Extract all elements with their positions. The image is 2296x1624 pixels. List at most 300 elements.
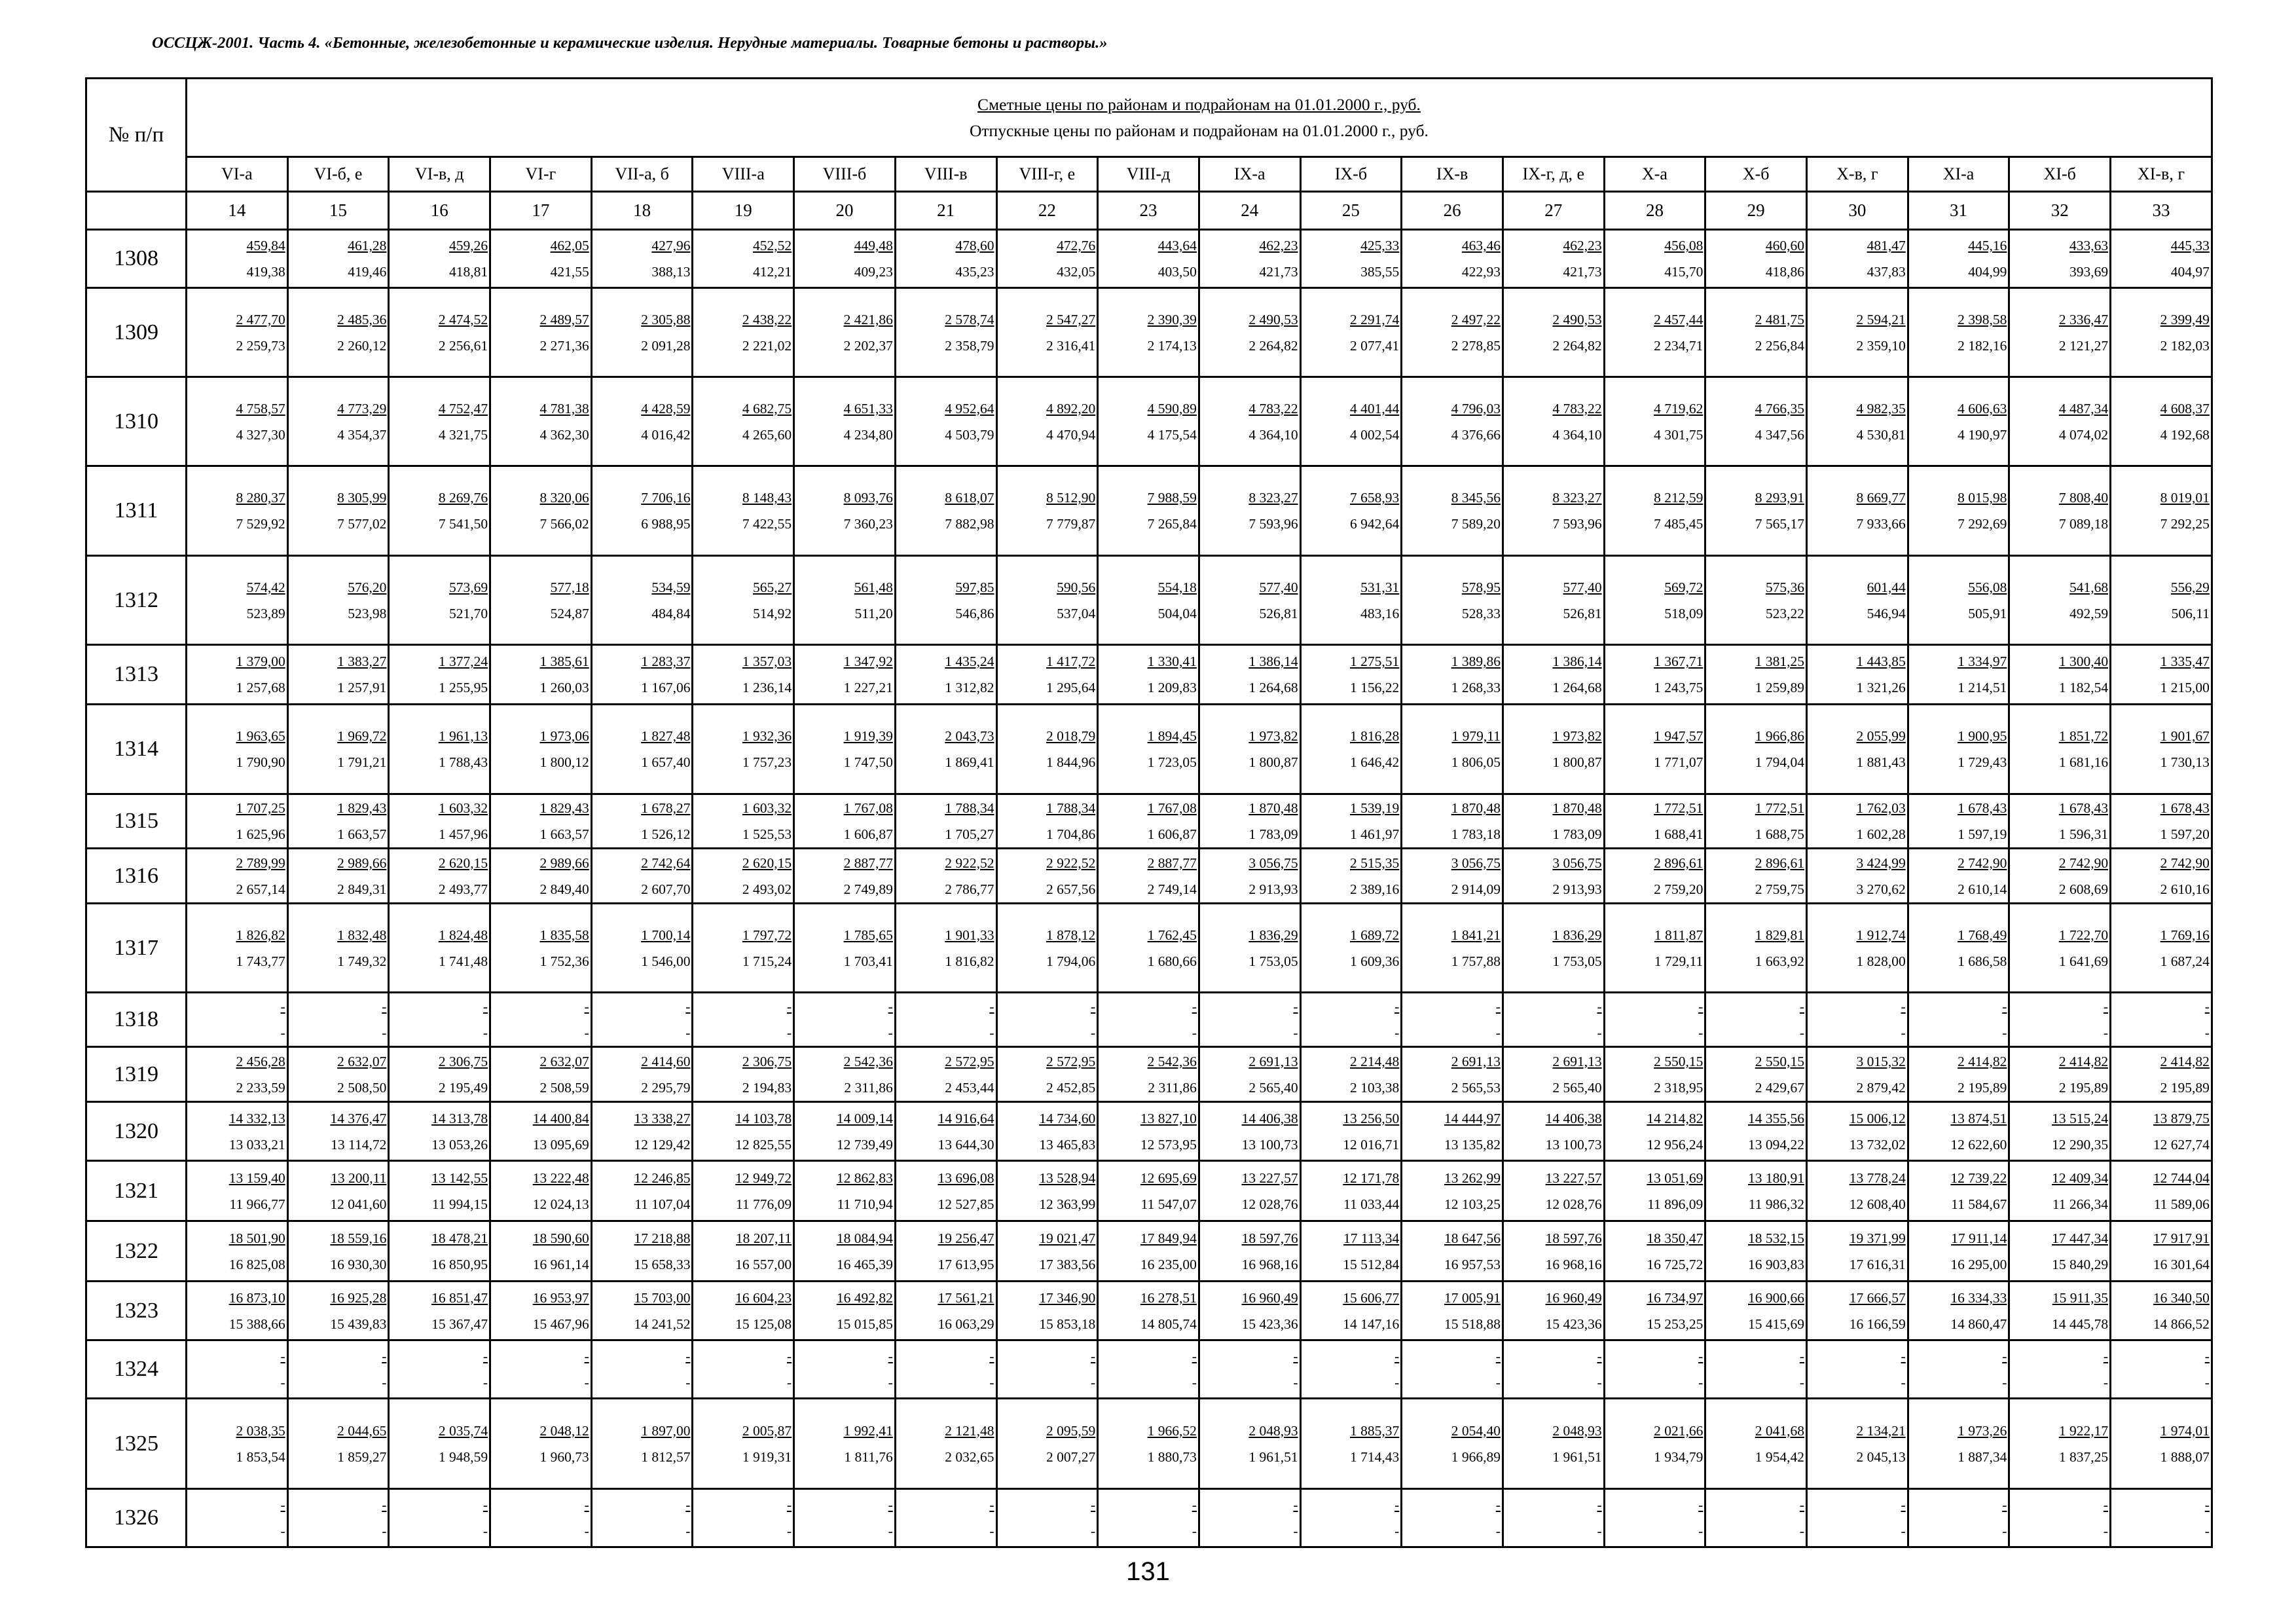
price-cell — [187, 1399, 288, 1489]
estimate-price: 1 922,17 — [2058, 1422, 2109, 1439]
price-cell — [1098, 1340, 1199, 1399]
price-cell — [1503, 230, 1604, 288]
price-cell — [1705, 1102, 1807, 1161]
release-price: 12 290,35 — [2052, 1136, 2109, 1153]
estimate-price: 1 417,72 — [1046, 654, 1096, 669]
estimate-price: 577,40 — [1563, 579, 1602, 595]
estimate-price: 1 377,24 — [438, 654, 488, 669]
release-price: 12 608,40 — [1849, 1196, 1906, 1212]
estimate-price: 1 367,71 — [1654, 654, 1704, 669]
release-price: 1 703,41 — [843, 953, 893, 969]
estimate-price: 2 742,64 — [641, 855, 691, 871]
price-cell — [591, 1102, 693, 1161]
price-cell — [1604, 377, 1705, 466]
estimate-price: 2 691,13 — [1248, 1053, 1298, 1069]
price-cell — [1199, 705, 1300, 794]
release-price: 16 825,08 — [228, 1256, 285, 1272]
price-cell — [1908, 794, 2009, 849]
price-cell — [1705, 1047, 1807, 1102]
release-price: 11 710,94 — [837, 1196, 893, 1212]
estimate-price: 1 894,45 — [1147, 728, 1197, 744]
price-cell — [1098, 849, 1199, 904]
release-price: 1 757,23 — [742, 754, 792, 770]
release-price: 2 879,42 — [1856, 1079, 1906, 1096]
estimate-price: 2 691,13 — [1451, 1053, 1501, 1069]
price-cell — [794, 556, 896, 645]
price-cell — [1300, 849, 1402, 904]
estimate-price: 4 651,33 — [843, 400, 893, 416]
release-price: 1 753,05 — [1248, 953, 1298, 969]
price-cell — [1402, 1161, 1503, 1221]
release-price: - — [1091, 1025, 1096, 1041]
price-cell — [1402, 849, 1503, 904]
price-cell — [1908, 1340, 2009, 1399]
release-price: 2 849,40 — [539, 881, 589, 897]
column-number: 24 — [1199, 192, 1300, 230]
estimate-price: 1 435,24 — [945, 654, 994, 669]
estimate-price: 1 816,28 — [1350, 728, 1400, 744]
price-cell — [2111, 645, 2212, 705]
estimate-price: 1 275,51 — [1350, 654, 1400, 669]
price-cell — [1908, 993, 2009, 1047]
price-cell — [490, 849, 592, 904]
release-price: 1 749,32 — [337, 953, 387, 969]
release-price: 12 527,85 — [938, 1196, 994, 1212]
price-cell — [693, 993, 794, 1047]
table-row — [86, 1221, 2212, 1282]
estimate-price: 2 121,48 — [945, 1422, 994, 1439]
estimate-price: 13 051,69 — [1647, 1170, 1704, 1186]
release-price: 1 888,07 — [2160, 1449, 2210, 1465]
table-row — [86, 230, 2212, 288]
release-price: 16 968,16 — [1545, 1256, 1602, 1272]
release-price: 504,04 — [1157, 605, 1197, 621]
price-cell — [1098, 904, 1199, 993]
release-price: 421,73 — [1259, 264, 1298, 280]
price-cell — [591, 1047, 693, 1102]
estimate-price: - — [1394, 1497, 1400, 1513]
zone-header: X-б — [1705, 157, 1807, 192]
release-price: 1 934,79 — [1654, 1449, 1704, 1465]
price-cell — [1503, 1399, 1604, 1489]
release-price: - — [1698, 1375, 1704, 1390]
price-cell — [389, 556, 490, 645]
estimate-price: 2 497,22 — [1451, 311, 1501, 327]
price-cell — [490, 1161, 592, 1221]
release-price: - — [1394, 1375, 1400, 1390]
release-price: 1 243,75 — [1654, 680, 1704, 695]
estimate-price: 2 515,35 — [1350, 855, 1400, 871]
estimate-price: 565,27 — [753, 579, 792, 595]
estimate-price: 2 490,53 — [1248, 311, 1298, 327]
release-price: 2 493,02 — [742, 881, 792, 897]
estimate-price: 13 528,94 — [1039, 1170, 1096, 1186]
row-number: 1317 — [86, 904, 187, 993]
estimate-price: - — [483, 1497, 488, 1513]
release-price: 1 859,27 — [337, 1449, 387, 1465]
price-cell — [591, 230, 693, 288]
estimate-price: 2 887,77 — [843, 855, 893, 871]
price-cell — [1807, 1047, 1908, 1102]
estimate-price: 13 256,50 — [1343, 1110, 1400, 1126]
estimate-price: - — [483, 999, 488, 1014]
price-cell — [490, 1047, 592, 1102]
estimate-price: - — [1698, 999, 1704, 1014]
price-cell — [693, 1221, 794, 1282]
release-price: 13 053,26 — [431, 1136, 488, 1153]
price-cell — [895, 849, 996, 904]
row-number: 1322 — [86, 1221, 187, 1282]
release-price: 1 215,00 — [2160, 680, 2210, 695]
estimate-price: 1 992,41 — [843, 1422, 893, 1439]
release-price: 1 730,13 — [2160, 754, 2210, 770]
price-cell — [1402, 1047, 1503, 1102]
estimate-price: - — [2204, 1348, 2210, 1364]
release-price: - — [1293, 1025, 1298, 1041]
estimate-price: 8 019,01 — [2160, 490, 2210, 506]
release-price: 2 913,93 — [1552, 881, 1602, 897]
release-price: 15 658,33 — [634, 1256, 691, 1272]
price-cell — [1604, 849, 1705, 904]
estimate-price: 590,56 — [1057, 579, 1096, 595]
estimate-price: - — [1799, 999, 1804, 1014]
price-cell — [2009, 705, 2111, 794]
table-row — [86, 1399, 2212, 1489]
release-price: 4 470,94 — [1046, 426, 1096, 443]
price-cell — [490, 904, 592, 993]
estimate-price: 16 492,82 — [836, 1289, 893, 1306]
price-cell — [693, 377, 794, 466]
zone-header: VIII-г, е — [996, 157, 1098, 192]
price-cell — [1199, 645, 1300, 705]
release-price: 409,23 — [854, 264, 893, 280]
price-cell — [895, 288, 996, 377]
estimate-price: - — [382, 1497, 387, 1513]
price-cell — [794, 288, 896, 377]
estimate-price: 1 381,25 — [1755, 654, 1804, 669]
estimate-price: 1 912,74 — [1856, 927, 1906, 943]
release-price: 17 383,56 — [1039, 1256, 1096, 1272]
release-price: 2 786,77 — [945, 881, 994, 897]
release-price: 1 663,92 — [1755, 953, 1804, 969]
price-cell — [794, 1489, 896, 1547]
release-price: 523,98 — [348, 605, 387, 621]
release-price: 1 260,03 — [539, 680, 589, 695]
release-price: - — [1495, 1025, 1501, 1041]
estimate-price: - — [1091, 999, 1096, 1014]
release-price: 1 869,41 — [945, 754, 994, 770]
price-cell — [1604, 705, 1705, 794]
release-price: 7 292,69 — [1958, 516, 2007, 532]
release-price: 2 195,89 — [1958, 1079, 2007, 1096]
release-price: 2 452,85 — [1046, 1079, 1096, 1096]
estimate-price: 1 768,49 — [1958, 927, 2007, 943]
estimate-price: 449,48 — [854, 238, 893, 253]
price-cell — [1199, 1399, 1300, 1489]
estimate-price: 2 048,12 — [539, 1422, 589, 1439]
release-price: 12 956,24 — [1647, 1136, 1704, 1153]
table-title — [187, 79, 2212, 157]
zone-header-row — [86, 157, 2212, 192]
estimate-price: 1 678,43 — [2058, 800, 2109, 816]
estimate-price: 461,28 — [348, 238, 387, 253]
estimate-price: 1 762,45 — [1147, 927, 1197, 943]
release-price: 2 295,79 — [641, 1079, 691, 1096]
release-price: 4 074,02 — [2058, 426, 2109, 443]
release-price: 15 253,25 — [1647, 1316, 1704, 1332]
estimate-price: 4 796,03 — [1451, 400, 1501, 416]
release-price: 1 257,91 — [337, 680, 387, 695]
release-price: 2 607,70 — [641, 881, 691, 897]
estimate-price: 1 386,14 — [1248, 654, 1298, 669]
price-cell — [1705, 1221, 1807, 1282]
zone-header: VII-а, б — [591, 157, 693, 192]
estimate-price: 16 340,50 — [2153, 1289, 2210, 1306]
estimate-price: 16 925,28 — [330, 1289, 387, 1306]
estimate-price: 1 824,48 — [438, 927, 488, 943]
price-cell — [187, 288, 288, 377]
estimate-price: 2 485,36 — [337, 311, 387, 327]
price-cell — [1402, 230, 1503, 288]
release-price: 16 850,95 — [431, 1256, 488, 1272]
estimate-price: 1 603,32 — [438, 800, 488, 816]
release-price: 421,73 — [1563, 264, 1602, 280]
release-price: 6 988,95 — [641, 516, 691, 532]
price-cell — [1807, 904, 1908, 993]
price-cell — [2111, 794, 2212, 849]
estimate-price: 1 678,27 — [641, 800, 691, 816]
estimate-price: 1 785,65 — [843, 927, 893, 943]
estimate-price: 13 515,24 — [2052, 1110, 2109, 1126]
release-price: 1 812,57 — [641, 1449, 691, 1465]
price-cell — [996, 230, 1098, 288]
release-price: 1 641,69 — [2058, 953, 2109, 969]
row-number: 1319 — [86, 1047, 187, 1102]
release-price: 4 530,81 — [1856, 426, 1906, 443]
price-cell — [287, 849, 389, 904]
release-price: 12 028,76 — [1241, 1196, 1298, 1212]
estimate-price: 462,05 — [550, 238, 589, 253]
price-cell — [187, 466, 288, 556]
zone-header: VIII-д — [1098, 157, 1199, 192]
estimate-price: 1 829,43 — [337, 800, 387, 816]
release-price: - — [1698, 1523, 1704, 1539]
price-cell — [2009, 1047, 2111, 1102]
row-number: 1315 — [86, 794, 187, 849]
price-cell — [1908, 1221, 2009, 1282]
release-price: 2 389,16 — [1350, 881, 1400, 897]
price-cell — [794, 466, 896, 556]
estimate-price: 1 383,27 — [337, 654, 387, 669]
estimate-price: 2 390,39 — [1147, 311, 1197, 327]
release-price: 2 493,77 — [438, 881, 488, 897]
price-cell — [1705, 466, 1807, 556]
price-cell — [1402, 705, 1503, 794]
release-price: 1 771,07 — [1654, 754, 1704, 770]
estimate-price: 1 826,82 — [236, 927, 285, 943]
estimate-price: 7 988,59 — [1147, 490, 1197, 506]
price-cell — [1402, 1340, 1503, 1399]
release-price: - — [2002, 1025, 2007, 1041]
estimate-price: 4 752,47 — [438, 400, 488, 416]
estimate-price: 2 550,15 — [1755, 1053, 1804, 1069]
estimate-price: 1 973,82 — [1552, 728, 1602, 744]
estimate-price: 14 376,47 — [330, 1110, 387, 1126]
price-cell — [287, 1399, 389, 1489]
price-cell — [1402, 645, 1503, 705]
price-cell — [389, 1489, 490, 1547]
release-price: 2 610,14 — [1958, 881, 2007, 897]
price-cell — [187, 556, 288, 645]
column-number: 16 — [389, 192, 490, 230]
release-price: - — [1597, 1025, 1602, 1041]
estimate-price: 1 811,87 — [1654, 927, 1704, 943]
release-price: 1 783,18 — [1451, 826, 1501, 842]
release-price: 1 961,51 — [1552, 1449, 1602, 1465]
price-cell — [895, 645, 996, 705]
estimate-price: 13 827,10 — [1140, 1110, 1197, 1126]
release-price: 404,99 — [1968, 264, 2007, 280]
release-price: 7 933,66 — [1856, 516, 1906, 532]
estimate-price: 534,59 — [651, 579, 691, 595]
release-price: 2 234,71 — [1654, 337, 1704, 354]
estimate-price: 1 797,72 — [742, 927, 792, 943]
release-price: 1 688,75 — [1755, 826, 1804, 842]
estimate-price: 18 207,11 — [735, 1230, 792, 1246]
price-cell — [693, 1102, 794, 1161]
price-cell — [1098, 288, 1199, 377]
estimate-price: 443,64 — [1157, 238, 1197, 253]
estimate-price: 15 911,35 — [2052, 1289, 2109, 1306]
estimate-price: 16 851,47 — [431, 1289, 488, 1306]
price-cell — [1807, 1282, 1908, 1340]
price-cell — [2111, 556, 2212, 645]
price-cell — [1199, 993, 1300, 1047]
release-price: 7 882,98 — [945, 516, 994, 532]
price-cell — [1705, 1340, 1807, 1399]
estimate-price: 4 783,22 — [1248, 400, 1298, 416]
price-cell — [1199, 466, 1300, 556]
release-price: 11 776,09 — [735, 1196, 792, 1212]
estimate-price: 1 901,67 — [2160, 728, 2210, 744]
zone-header: VIII-в — [895, 157, 996, 192]
estimate-price: 3 015,32 — [1856, 1053, 1906, 1069]
release-price: 11 107,04 — [634, 1196, 691, 1212]
estimate-price: 14 734,60 — [1039, 1110, 1096, 1126]
price-cell — [1807, 794, 1908, 849]
release-price: 15 125,08 — [735, 1316, 792, 1332]
estimate-price: 2 305,88 — [641, 311, 691, 327]
estimate-price: 2 021,66 — [1654, 1422, 1704, 1439]
price-cell — [996, 1489, 1098, 1547]
price-cell — [1807, 466, 1908, 556]
price-cell — [1199, 230, 1300, 288]
price-cell — [490, 466, 592, 556]
estimate-price: 2 490,53 — [1552, 311, 1602, 327]
release-price: 16 557,00 — [735, 1256, 792, 1272]
release-price: 7 541,50 — [438, 516, 488, 532]
release-price: 1 747,50 — [843, 754, 893, 770]
estimate-price: - — [280, 1348, 285, 1364]
price-cell — [2009, 1161, 2111, 1221]
price-cell — [2009, 794, 2111, 849]
release-price: - — [2002, 1375, 2007, 1390]
release-price: 2 195,89 — [2058, 1079, 2109, 1096]
estimate-price: 1 829,81 — [1755, 927, 1804, 943]
price-cell — [1604, 1047, 1705, 1102]
release-price: 13 114,72 — [331, 1136, 387, 1153]
release-price: 2 849,31 — [337, 881, 387, 897]
release-price: 2 657,14 — [236, 881, 285, 897]
estimate-price: 1 788,34 — [945, 800, 994, 816]
release-price: 1 227,21 — [843, 680, 893, 695]
release-price: 2 318,95 — [1654, 1079, 1704, 1096]
estimate-price: 2 457,44 — [1654, 311, 1704, 327]
price-cell — [2009, 377, 2111, 466]
price-cell — [2009, 1399, 2111, 1489]
estimate-price: 12 862,83 — [836, 1170, 893, 1186]
estimate-price: 1 678,43 — [2160, 800, 2210, 816]
estimate-price: 13 227,57 — [1545, 1170, 1602, 1186]
release-price: 2 913,93 — [1248, 881, 1298, 897]
release-price: 2 233,59 — [236, 1079, 285, 1096]
release-price: 4 234,80 — [843, 426, 893, 443]
release-price: - — [483, 1025, 488, 1041]
price-cell — [1402, 1221, 1503, 1282]
estimate-price: 2 043,73 — [945, 728, 994, 744]
estimate-price: 1 283,37 — [641, 654, 691, 669]
estimate-price: - — [888, 999, 893, 1014]
release-price: - — [989, 1375, 994, 1390]
estimate-price: - — [1597, 1348, 1602, 1364]
release-price: - — [1192, 1025, 1197, 1041]
price-cell — [895, 1221, 996, 1282]
estimate-price: 8 212,59 — [1654, 490, 1704, 506]
price-cell — [1300, 1161, 1402, 1221]
release-price: 1 788,43 — [438, 754, 488, 770]
release-price: 1 182,54 — [2058, 680, 2109, 695]
estimate-price: 425,33 — [1360, 238, 1400, 253]
release-price: 1 741,48 — [438, 953, 488, 969]
release-price: 484,84 — [651, 605, 691, 621]
price-cell — [1300, 1340, 1402, 1399]
column-number: 27 — [1503, 192, 1604, 230]
estimate-price: 4 766,35 — [1755, 400, 1804, 416]
price-cell — [794, 230, 896, 288]
price-cell — [1098, 230, 1199, 288]
price-cell — [1908, 705, 2009, 794]
release-price: - — [2103, 1025, 2109, 1041]
estimate-price: 2 005,87 — [742, 1422, 792, 1439]
price-cell — [996, 556, 1098, 645]
price-cell — [1604, 1399, 1705, 1489]
estimate-price: 16 873,10 — [228, 1289, 285, 1306]
price-cell — [287, 230, 389, 288]
price-cell — [1503, 1282, 1604, 1340]
release-price: 4 362,30 — [539, 426, 589, 443]
price-cell — [1402, 1489, 1503, 1547]
price-cell — [895, 904, 996, 993]
price-cell — [1402, 288, 1503, 377]
estimate-price: 462,23 — [1563, 238, 1602, 253]
price-cell — [2111, 1047, 2212, 1102]
release-price: - — [1901, 1523, 1906, 1539]
release-price: 419,38 — [246, 264, 285, 280]
price-cell — [895, 556, 996, 645]
release-price: - — [786, 1375, 792, 1390]
price-cell — [1402, 993, 1503, 1047]
estimate-price: 2 048,93 — [1552, 1422, 1602, 1439]
